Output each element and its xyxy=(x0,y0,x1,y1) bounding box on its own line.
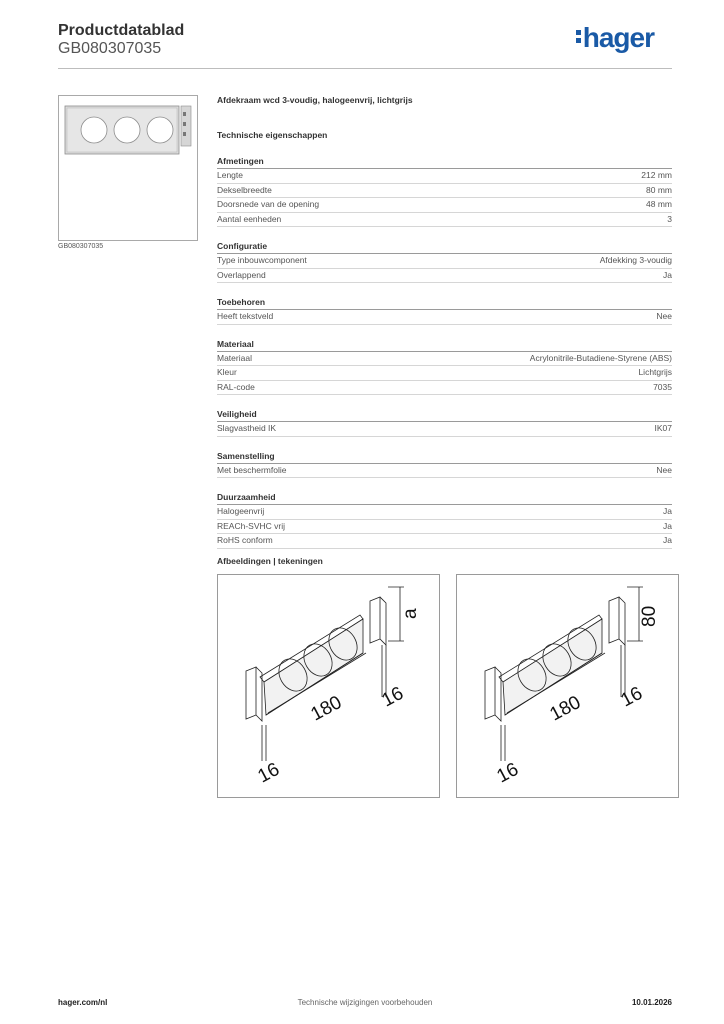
spec-group-material xyxy=(217,339,672,396)
spec-value: Ja xyxy=(663,506,672,516)
dimension-length: 180 xyxy=(307,691,346,726)
spec-value: Acrylonitrile-Butadiene-Styrene (ABS) xyxy=(529,352,672,363)
spec-group-title: Veiligheid xyxy=(217,409,672,422)
spec-group-accessories xyxy=(217,297,672,325)
spec-label: Type inbouwcomponent xyxy=(217,255,307,265)
hager-logo xyxy=(576,22,654,54)
spec-row xyxy=(217,366,672,381)
spec-row xyxy=(217,505,672,520)
spec-value: 48 mm xyxy=(646,199,672,209)
dimension-drawing xyxy=(218,575,439,797)
spec-group-title: Afmetingen xyxy=(217,156,672,169)
spec-row xyxy=(217,269,672,284)
spec-row xyxy=(217,198,672,213)
spec-group-composition xyxy=(217,451,672,479)
product-description: Afdekraam wcd 3-voudig, halogeenvrij, lichtgrijs xyxy=(217,95,413,105)
product-number: GB080307035 xyxy=(58,40,162,57)
footer-date: 10.01.2026 xyxy=(631,998,672,1007)
spec-value: 7035 xyxy=(653,381,672,392)
spec-row xyxy=(217,422,672,437)
spec-value: 212 mm xyxy=(641,170,672,180)
spec-label: Doorsnede van de opening xyxy=(217,199,320,209)
logo-dots-icon xyxy=(576,28,582,44)
technical-properties-heading: Technische eigenschappen xyxy=(217,130,328,140)
dimension-height: a xyxy=(400,608,421,619)
spec-value: 80 mm xyxy=(646,184,672,195)
spec-value: Ja xyxy=(663,269,672,280)
specifications xyxy=(217,95,672,549)
spec-row xyxy=(217,169,672,184)
spec-row xyxy=(217,213,672,228)
spec-value: 3 xyxy=(667,213,672,224)
spec-group-sustainability xyxy=(217,492,672,549)
spec-label: RAL-code xyxy=(217,381,255,392)
spec-group-title: Materiaal xyxy=(217,339,672,352)
drawings-heading: Afbeeldingen | tekeningen xyxy=(217,556,323,566)
spec-group-title: Duurzaamheid xyxy=(217,492,672,505)
spec-row xyxy=(217,254,672,269)
page-footer xyxy=(58,998,672,1012)
spec-value: Ja xyxy=(663,520,672,531)
spec-row xyxy=(217,310,672,325)
dimension-side: 16 xyxy=(617,682,647,712)
spec-label: Met beschermfolie xyxy=(217,464,287,475)
footer-disclaimer: Technische wijzigingen voorbehouden xyxy=(297,998,433,1007)
technical-drawing-2 xyxy=(456,574,679,798)
logo-text: hager xyxy=(582,22,654,53)
spec-row xyxy=(217,534,672,549)
spec-value: Nee xyxy=(656,311,672,321)
spec-label: Overlappend xyxy=(217,269,266,280)
dimension-height: 80 xyxy=(639,605,660,627)
document-title: Productdatablad xyxy=(58,22,185,39)
spec-row xyxy=(217,184,672,199)
technical-drawing-1 xyxy=(217,574,440,798)
spec-group-title: Samenstelling xyxy=(217,451,672,464)
spec-group-safety xyxy=(217,409,672,437)
spec-group-dimensions xyxy=(217,156,672,227)
footer-website-link[interactable]: hager.com/nl xyxy=(58,998,108,1007)
spec-group-configuration xyxy=(217,241,672,283)
dimension-side: 16 xyxy=(378,682,408,712)
spec-value: Afdekking 3-voudig xyxy=(599,255,672,265)
cover-frame-illustration xyxy=(59,96,197,240)
spec-label: Aantal eenheden xyxy=(217,213,282,224)
page-header xyxy=(58,22,672,70)
product-image-caption: GB080307035 xyxy=(58,243,104,250)
spec-label: Halogeenvrij xyxy=(217,506,265,516)
spec-label: Materiaal xyxy=(217,352,252,363)
spec-row xyxy=(217,381,672,396)
dimension-drawing xyxy=(457,575,678,797)
dimension-edge: 16 xyxy=(254,758,284,788)
spec-label: Dekselbreedte xyxy=(217,184,272,195)
spec-row xyxy=(217,464,672,479)
product-image xyxy=(58,95,198,241)
spec-value: Ja xyxy=(663,535,672,545)
spec-value: IK07 xyxy=(654,423,672,433)
spec-label: REACh-SVHC vrij xyxy=(217,520,286,531)
header-divider xyxy=(58,68,672,69)
spec-label: Kleur xyxy=(217,367,237,377)
dimension-edge: 16 xyxy=(493,758,523,788)
spec-label: Lengte xyxy=(217,170,243,180)
spec-value: Lichtgrijs xyxy=(638,367,672,377)
spec-label: Slagvastheid IK xyxy=(217,423,277,433)
dimension-length: 180 xyxy=(546,691,585,726)
spec-label: RoHS conform xyxy=(217,535,273,545)
spec-group-title: Configuratie xyxy=(217,241,672,254)
spec-value: Nee xyxy=(656,464,672,475)
spec-row xyxy=(217,352,672,367)
spec-label: Heeft tekstveld xyxy=(217,311,274,321)
spec-group-title: Toebehoren xyxy=(217,297,672,310)
spec-row xyxy=(217,520,672,535)
